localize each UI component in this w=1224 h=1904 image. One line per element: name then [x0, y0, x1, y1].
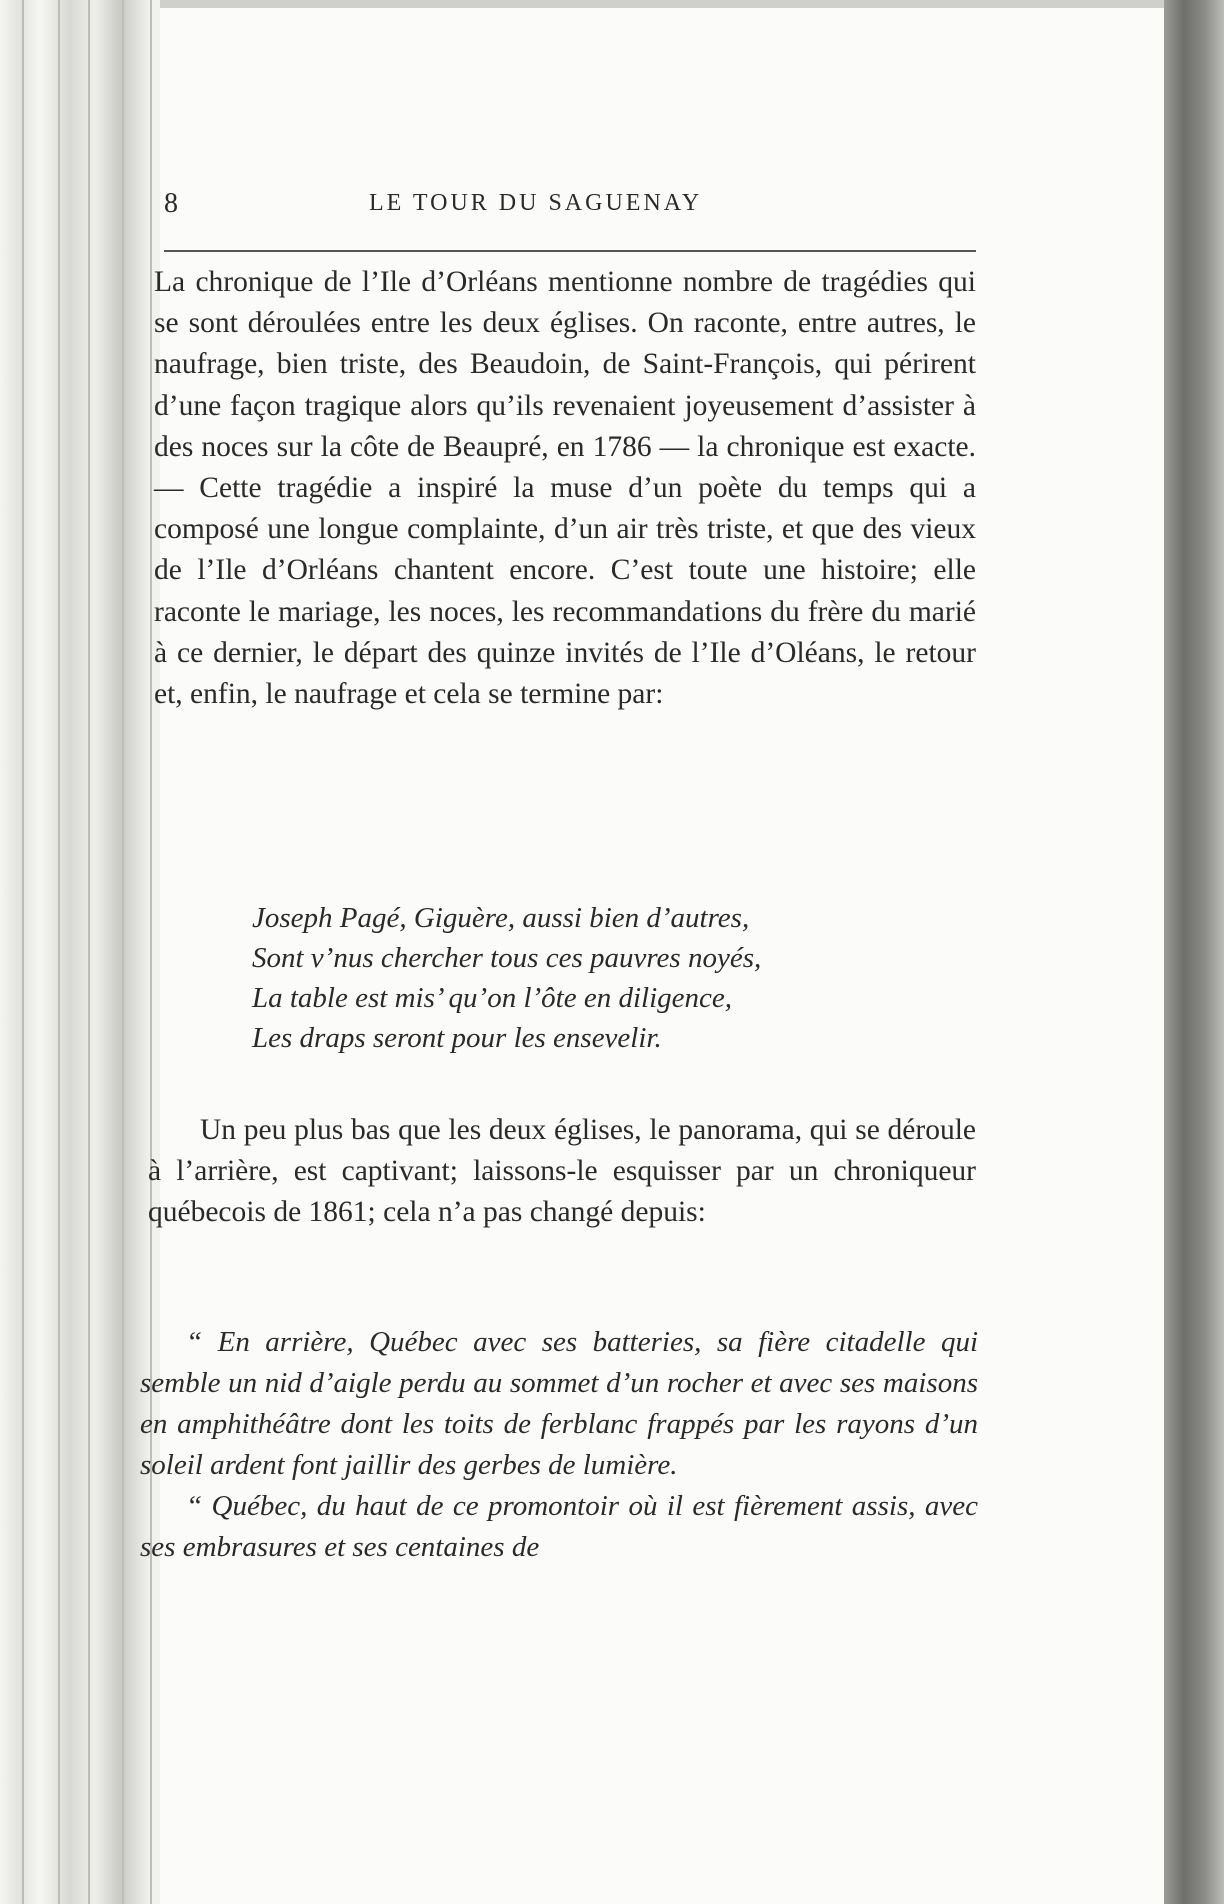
page-header: [164, 188, 976, 228]
book-top-edge: [160, 0, 1164, 8]
quote-paragraph: “ En arrière, Québec avec ses batteries, sa fière citadelle qui semble un nid d’aigle perdu au sommet d’un rocher et avec ses maisons en amphithéâtre dont les toits de ferblanc frappés par les rayons d’un soleil ardent font jaillir des gerbes de lumière.: [140, 1326, 978, 1481]
running-title: LE TOUR DU SAGUENAY: [369, 190, 703, 216]
poem-stanza: [252, 898, 892, 1058]
poem-line: La table est mis’ qu’on l’ôte en diligence,: [252, 982, 733, 1014]
book-right-edge: [1164, 0, 1224, 1904]
body-text: [154, 262, 976, 715]
paragraph-1: La chronique de l’Ile d’Orléans mentionne nombre de tragédies qui se sont déroulées entre les deux églises. On raconte, entre autres, le naufrage, bien triste, des Beaudoin, de Saint-François, qui périrent d’une façon tragique alors qu’ils revenaient joyeusement d’assister à des noces sur la côte de Beaupré, en 1786 — la chronique est exacte. — Cette tragédie a inspiré la muse d’un poète du temps qui a composé une longue complainte, d’un air très triste, et que des vieux de l’Ile d’Orléans chantent encore. C’est toute une histoire; elle raconte le mariage, les noces, les recommandations du frère du marié à ce dernier, le départ des quinze invités de l’Ile d’Oléans, le retour et, enfin, le naufrage et cela se termine par:: [154, 266, 976, 711]
poem-line: Joseph Pagé, Giguère, aussi bien d’autres,: [252, 902, 750, 934]
paragraph-2: Un peu plus bas que les deux églises, le panorama, qui se déroule à l’arrière, est captivant; laissons-le esquisser par un chroniqueur québecois de 1861; cela n’a pas changé depuis:: [148, 1114, 976, 1229]
quote-paragraph: “ Québec, du haut de ce promontoir où il est fièrement assis, avec ses embrasures et ses centaines de: [140, 1490, 978, 1563]
poem-line: Les draps seront pour les ensevelir.: [252, 1022, 662, 1054]
quotation: [140, 1322, 978, 1568]
poem-line: Sont v’nus chercher tous ces pauvres noyés,: [252, 942, 762, 974]
page-number: 8: [164, 188, 179, 219]
header-rule: [164, 250, 976, 252]
book-left-edge: [0, 0, 160, 1904]
